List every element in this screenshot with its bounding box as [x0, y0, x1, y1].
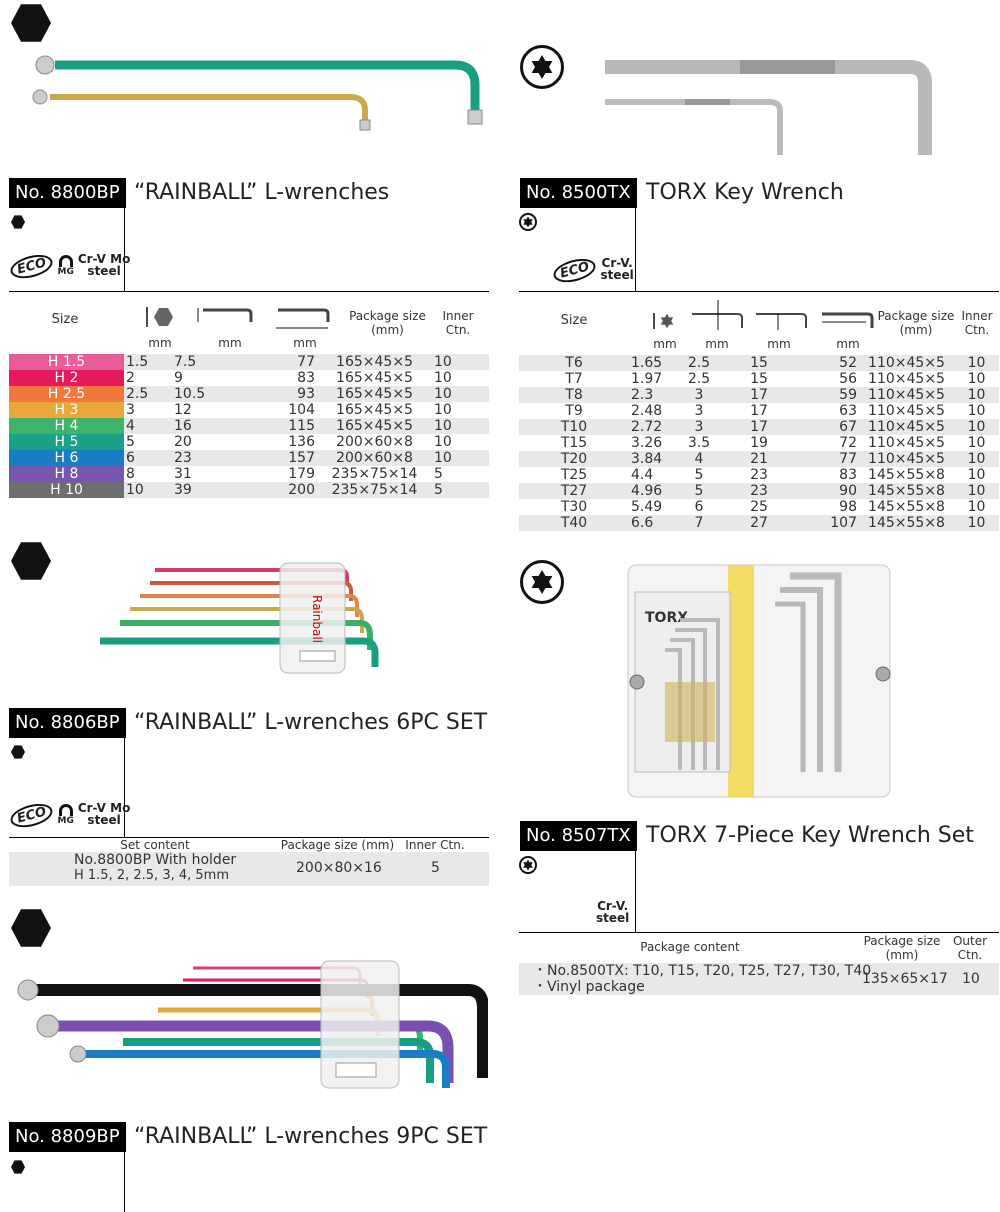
outer-ctn-value: 10 [962, 971, 980, 987]
torx-size-cell: 1.97 [631, 371, 663, 387]
inner-ctn-cell: 10 [954, 355, 999, 371]
short-arm-cell: 17 [750, 403, 768, 419]
table-row [9, 386, 489, 402]
hex-size-cell: 4 [124, 418, 172, 434]
long-arm-cell: 98 [839, 499, 857, 515]
long-arm-icon [818, 308, 878, 332]
long-arm-cell: 67 [789, 419, 859, 435]
mm-label: mm [218, 336, 242, 350]
rainball-l-wrench-pair-image [25, 50, 485, 135]
package-content-row [519, 963, 999, 995]
table-row [519, 419, 999, 435]
tip-length-cell: 3 [694, 403, 704, 419]
table-row [519, 355, 999, 371]
short-arm-cell: 23 [172, 450, 232, 466]
tip-length-cell: 2.5 [669, 355, 729, 371]
inner-ctn-cell: 10 [432, 354, 489, 370]
inner-ctn-cell: 10 [434, 402, 452, 418]
torx-size-cell: 2.3 [629, 387, 669, 403]
spec-table-8500 [519, 355, 999, 531]
package-size-header: Package size (mm) [863, 934, 941, 962]
product-title: “RAINBALL” L-wrenches [134, 180, 390, 205]
tip-length-cell: 5 [669, 483, 729, 499]
svg-text:Rainball: Rainball [310, 595, 324, 644]
long-arm-cell: 52 [789, 355, 859, 371]
table-row [519, 451, 999, 467]
table-row [519, 403, 999, 419]
size-cell: T8 [519, 387, 629, 403]
eco-logo: ECO [551, 255, 598, 287]
short-arm-cell: 21 [729, 451, 789, 467]
size-cell: T25 [560, 467, 588, 483]
hex-size-cell: 5 [126, 434, 135, 450]
package-size-cell: 145×55×8 [868, 467, 945, 483]
size-cell: H 1.5 [9, 354, 124, 370]
long-arm-cell: 72 [839, 435, 857, 451]
tip-length-cell: 3.5 [687, 435, 711, 451]
package-size-cell: 110×45×5 [868, 435, 945, 451]
size-cell: T15 [560, 435, 588, 451]
inner-ctn-cell: 10 [967, 467, 986, 483]
torx-size-cell: 4.4 [631, 467, 654, 483]
torx-star-icon [522, 216, 534, 228]
table-row [9, 402, 489, 418]
package-size-header: Package size (mm) [280, 838, 395, 852]
size-header: Size [51, 312, 79, 327]
package-size-header: Package size (mm) [349, 309, 426, 337]
hex-type-icon [11, 215, 25, 229]
package-size-cell: 145×55×8 [859, 515, 954, 531]
inner-ctn-cell: 10 [967, 403, 986, 419]
long-arm-cell: 77 [232, 354, 317, 370]
long-arm-cell: 136 [288, 434, 315, 450]
mm-label: mm [836, 337, 860, 351]
steel-logo: Cr-V Mo steel [77, 252, 131, 278]
tip-length-cell: 3 [669, 419, 729, 435]
model-badge: No. 8806BP [9, 708, 126, 738]
torx-star-icon [522, 859, 534, 871]
hex-size-cell: 3 [126, 402, 135, 418]
table-row [519, 387, 999, 403]
short-arm-cell: 7.5 [172, 354, 232, 370]
set-content-line: H 1.5, 2, 2.5, 3, 4, 5mm [74, 868, 229, 883]
inner-ctn-cell: 10 [967, 499, 986, 515]
eco-logo: ECO [8, 251, 55, 283]
inner-ctn-cell: 10 [967, 371, 986, 387]
short-arm-cell: 16 [172, 418, 232, 434]
long-arm-icon [272, 306, 332, 330]
size-cell: T6 [519, 355, 629, 371]
package-size-cell: 110×45×5 [868, 371, 945, 387]
set-content-row [9, 852, 489, 886]
inner-ctn-header: Inner Ctn. [442, 309, 474, 337]
material-logos [596, 900, 629, 924]
hex-size-icon [145, 305, 175, 329]
package-size-cell: 145×55×8 [868, 499, 945, 515]
inner-ctn-cell: 10 [432, 450, 489, 466]
long-arm-cell: 115 [232, 418, 317, 434]
product-title: TORX 7-Piece Key Wrench Set [646, 823, 974, 848]
table-row [9, 466, 489, 482]
package-size-cell: 165×45×5 [317, 354, 432, 370]
size-cell: H 10 [9, 482, 124, 498]
model-badge: No. 8809BP [9, 1122, 126, 1152]
package-size-cell: 110×45×5 [859, 387, 954, 403]
model-badge: No. 8800BP [9, 178, 126, 208]
short-arm-cell: 39 [172, 482, 232, 498]
short-arm-cell: 17 [729, 387, 789, 403]
package-size-value: 135×65×17 [862, 971, 948, 987]
svg-text:TORX: TORX [645, 610, 689, 626]
torx-size-cell: 2.72 [629, 419, 669, 435]
table-row [519, 483, 999, 499]
torx-key-wrench-image [595, 55, 945, 160]
package-size-cell: 235×75×14 [331, 466, 418, 482]
short-arm-icon [195, 306, 255, 326]
inner-ctn-cell: 10 [954, 483, 999, 499]
inner-ctn-value: 5 [431, 860, 440, 876]
size-cell: T7 [565, 371, 583, 387]
package-size-cell: 110×45×5 [859, 355, 954, 371]
inner-ctn-cell: 10 [432, 386, 489, 402]
table-row [519, 435, 999, 451]
inner-ctn-cell: 5 [434, 466, 443, 482]
material-logos [10, 802, 130, 826]
short-arm-cell: 15 [750, 371, 768, 387]
hex-type-icon [11, 1160, 25, 1174]
size-cell: H 4 [9, 418, 124, 434]
package-size-cell: 165×45×5 [317, 386, 432, 402]
torx-size-cell: 3.84 [629, 451, 669, 467]
hex-size-cell: 10 [124, 482, 172, 498]
size-cell: T9 [565, 403, 583, 419]
long-arm-cell: 63 [839, 403, 857, 419]
hex-size-cell: 2 [126, 370, 135, 386]
mm-label: mm [148, 336, 172, 350]
table-row [9, 482, 489, 498]
product-title: “RAINBALL” L-wrenches 9PC SET [134, 1124, 488, 1149]
short-arm-cell: 15 [729, 355, 789, 371]
size-cell: T30 [560, 499, 588, 515]
table-row [519, 499, 999, 515]
inner-ctn-cell: 10 [434, 434, 452, 450]
torx-size-icon [652, 311, 678, 331]
tip-length-cell: 5 [694, 467, 704, 483]
package-content-header: Package content [640, 940, 740, 954]
table-row [519, 371, 999, 387]
package-size-cell: 165×45×5 [336, 402, 413, 418]
short-arm-cell: 31 [174, 466, 192, 482]
inner-ctn-header: Inner Ctn. [961, 309, 993, 337]
short-arm-cell: 19 [750, 435, 768, 451]
mm-label: mm [767, 337, 791, 351]
long-arm-cell: 93 [232, 386, 317, 402]
package-size-value: 200×80×16 [296, 860, 382, 876]
torx-star-icon [529, 569, 555, 595]
inner-ctn-cell: 10 [434, 370, 452, 386]
tip-length-icon [690, 298, 750, 333]
hex-size-cell: 2.5 [124, 386, 172, 402]
table-row [9, 354, 489, 370]
inner-ctn-cell: 10 [967, 435, 986, 451]
package-size-cell: 165×45×5 [336, 370, 413, 386]
package-size-cell: 145×55×8 [859, 483, 954, 499]
long-arm-cell: 200 [232, 482, 317, 498]
six-piece-set-image [75, 555, 410, 685]
hex-badge-icon [11, 908, 51, 948]
set-content-header: Set content [120, 838, 190, 852]
long-arm-cell: 56 [839, 371, 857, 387]
package-size-cell: 110×45×5 [859, 451, 954, 467]
table-row [9, 450, 489, 466]
table-row [9, 434, 489, 450]
tip-length-cell: 2.5 [687, 371, 711, 387]
inner-ctn-header: Inner Ctn. [405, 838, 465, 852]
material-logos [10, 253, 130, 277]
mm-label: mm [705, 337, 729, 351]
inner-ctn-cell: 10 [954, 387, 999, 403]
hex-type-icon [11, 745, 25, 759]
tip-length-cell: 4 [669, 451, 729, 467]
table-row [9, 418, 489, 434]
long-arm-cell: 107 [789, 515, 859, 531]
hex-badge-icon [11, 541, 51, 581]
tip-length-cell: 3 [669, 387, 729, 403]
model-badge: No. 8507TX [520, 821, 637, 851]
size-cell: H 2.5 [9, 386, 124, 402]
material-logos [553, 257, 634, 281]
long-arm-cell: 157 [232, 450, 317, 466]
short-arm-cell: 25 [750, 499, 768, 515]
spec-table-8800 [9, 354, 489, 498]
package-size-cell: 110×45×5 [859, 419, 954, 435]
torx-star-icon [529, 54, 555, 80]
steel-logo: Cr-V Mo steel [77, 801, 131, 827]
short-arm-cell: 17 [729, 419, 789, 435]
package-content-line: ・No.8500TX: T10, T15, T20, T25, T27, T30, T40 [533, 963, 872, 979]
torx-size-cell: 5.49 [631, 499, 663, 515]
product-title: “RAINBALL” L-wrenches 6PC SET [134, 710, 488, 735]
magnet-icon: MG [57, 804, 73, 826]
short-arm-cell: 12 [174, 402, 192, 418]
hex-badge-icon [11, 3, 51, 43]
inner-ctn-cell: 10 [954, 451, 999, 467]
size-cell: T40 [519, 515, 629, 531]
hex-size-cell: 8 [126, 466, 135, 482]
short-arm-cell: 20 [174, 434, 192, 450]
eco-logo: ECO [8, 800, 55, 832]
tip-length-cell: 7 [669, 515, 729, 531]
short-arm-icon [752, 308, 812, 332]
long-arm-cell: 104 [288, 402, 315, 418]
long-arm-cell: 83 [297, 370, 315, 386]
long-arm-cell: 90 [789, 483, 859, 499]
mm-label: mm [293, 336, 317, 350]
long-arm-cell: 179 [288, 466, 315, 482]
torx-size-cell: 4.96 [629, 483, 669, 499]
outer-ctn-header: Outer Ctn. [952, 934, 988, 962]
product-title: TORX Key Wrench [646, 180, 844, 205]
size-cell: T27 [519, 483, 629, 499]
package-size-cell: 165×45×5 [317, 418, 432, 434]
torx-size-cell: 1.65 [629, 355, 669, 371]
inner-ctn-cell: 10 [954, 515, 999, 531]
torx-size-cell: 2.48 [631, 403, 663, 419]
magnet-icon: MG [57, 255, 73, 277]
hex-size-cell: 1.5 [124, 354, 172, 370]
steel-logo: Cr-V. steel [600, 256, 634, 282]
size-cell: H 6 [9, 450, 124, 466]
table-row [519, 467, 999, 483]
seven-piece-set-image [625, 562, 895, 800]
model-badge: No. 8500TX [520, 178, 637, 208]
size-header: Size [560, 313, 588, 328]
torx-size-cell: 6.6 [629, 515, 669, 531]
short-arm-cell: 9 [174, 370, 183, 386]
hex-size-cell: 6 [124, 450, 172, 466]
table-row [9, 370, 489, 386]
short-arm-cell: 23 [750, 467, 768, 483]
long-arm-cell: 77 [789, 451, 859, 467]
short-arm-cell: 27 [729, 515, 789, 531]
torx-size-cell: 3.26 [631, 435, 663, 451]
size-cell: H 2 [9, 370, 124, 386]
table-row [519, 515, 999, 531]
package-content-line: ・Vinyl package [533, 979, 645, 995]
tip-length-cell: 6 [694, 499, 704, 515]
set-content-line: No.8800BP With holder [74, 852, 237, 868]
package-size-cell: 200×60×8 [317, 450, 432, 466]
long-arm-cell: 59 [789, 387, 859, 403]
package-size-cell: 110×45×5 [868, 403, 945, 419]
nine-piece-set-image [8, 958, 488, 1093]
inner-ctn-cell: 10 [954, 419, 999, 435]
mm-label: mm [653, 337, 677, 351]
size-cell: T20 [519, 451, 629, 467]
package-size-header: Package size (mm) [877, 309, 955, 337]
steel-logo: Cr-V. steel [596, 899, 630, 925]
short-arm-cell: 10.5 [172, 386, 232, 402]
long-arm-cell: 83 [839, 467, 857, 483]
size-cell: H 5 [9, 434, 124, 450]
size-cell: H 8 [9, 466, 124, 482]
size-cell: H 3 [9, 402, 124, 418]
package-size-cell: 200×60×8 [336, 434, 413, 450]
package-size-cell: 235×75×14 [317, 482, 432, 498]
inner-ctn-cell: 10 [432, 418, 489, 434]
inner-ctn-cell: 5 [432, 482, 489, 498]
size-cell: T10 [519, 419, 629, 435]
short-arm-cell: 23 [729, 483, 789, 499]
